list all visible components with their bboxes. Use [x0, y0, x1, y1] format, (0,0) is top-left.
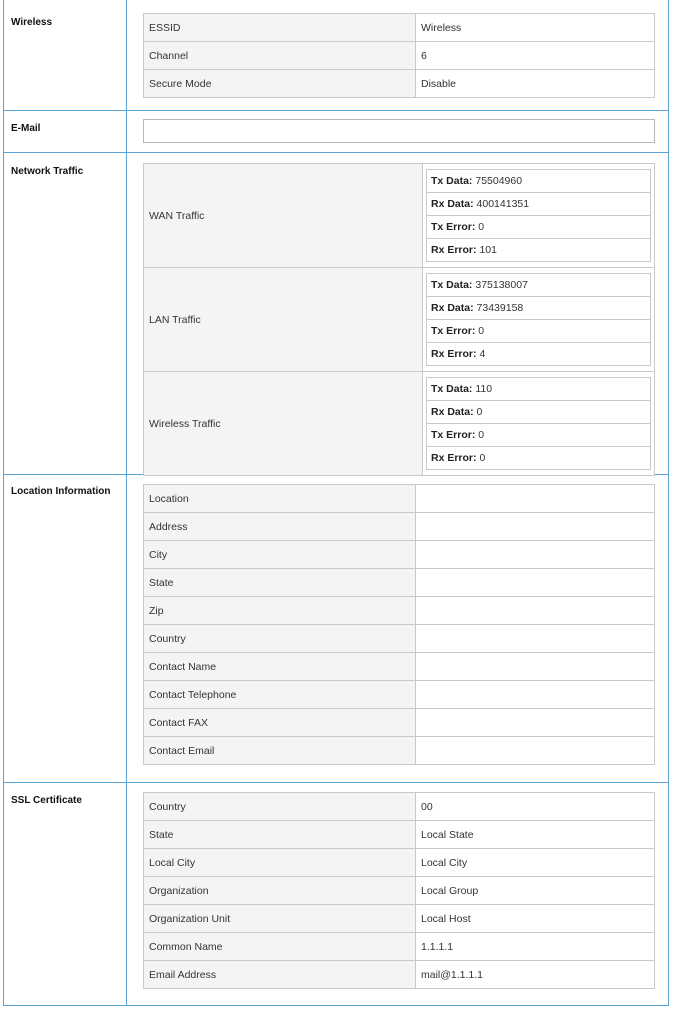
row-key: Organization Unit [144, 905, 416, 933]
traffic-group-values [423, 372, 655, 476]
traffic-group-values [423, 268, 655, 372]
section-divider [3, 110, 669, 111]
tx-data-label: Tx Data: [431, 175, 473, 187]
row-value [416, 569, 655, 597]
rx-data-label: Rx Data: [431, 302, 474, 314]
row-value [416, 737, 655, 765]
tx-error-label: Tx Error: [431, 325, 476, 337]
rx-data-value: 0 [476, 406, 483, 418]
table-row [144, 569, 655, 597]
table-row [144, 513, 655, 541]
rx-error-label: Rx Error: [431, 452, 477, 464]
rx-error-value: 101 [479, 244, 497, 256]
tx-data-label: Tx Data: [431, 383, 473, 395]
table-row [144, 268, 655, 372]
rx-data-value: 73439158 [476, 302, 524, 314]
row-value [416, 485, 655, 513]
table-row [144, 933, 655, 961]
traffic-group-label: LAN Traffic [144, 268, 423, 372]
row-value [416, 541, 655, 569]
rx-data-value: 400141351 [476, 198, 530, 210]
row-value [416, 513, 655, 541]
table-row [144, 653, 655, 681]
row-key: Country [144, 625, 416, 653]
table-row [144, 70, 655, 98]
network-traffic-table [143, 163, 655, 476]
row-key: Contact Name [144, 653, 416, 681]
tx-error-value: 0 [478, 221, 485, 233]
wireless-table [143, 13, 655, 98]
section-label-network-traffic: Network Traffic [11, 166, 84, 177]
row-key: Organization [144, 877, 416, 905]
traffic-group-values [423, 164, 655, 268]
section-divider [3, 152, 669, 153]
row-value: Local Host [416, 905, 655, 933]
table-row [144, 42, 655, 70]
section-label-location: Location Information [11, 486, 111, 497]
row-key: Email Address [144, 961, 416, 989]
email-field[interactable] [143, 119, 655, 143]
section-label-wireless: Wireless [11, 17, 53, 28]
row-value [416, 653, 655, 681]
table-row [144, 14, 655, 42]
rx-error-label: Rx Error: [431, 348, 477, 360]
row-value: Local Group [416, 877, 655, 905]
row-value: Disable [416, 70, 655, 98]
traffic-group-label: Wireless Traffic [144, 372, 423, 476]
row-value: Wireless [416, 14, 655, 42]
section-divider [3, 1005, 669, 1006]
table-row [144, 164, 655, 268]
tx-error-value: 0 [478, 325, 485, 337]
row-value [416, 597, 655, 625]
row-key: Contact FAX [144, 709, 416, 737]
tx-error-label: Tx Error: [431, 429, 476, 441]
row-key: Country [144, 793, 416, 821]
row-value [416, 625, 655, 653]
row-key: Secure Mode [144, 70, 416, 98]
section-divider [3, 782, 669, 783]
row-key: Zip [144, 597, 416, 625]
row-key: State [144, 569, 416, 597]
tx-error-label: Tx Error: [431, 221, 476, 233]
table-row [144, 681, 655, 709]
row-key: Contact Telephone [144, 681, 416, 709]
section-label-ssl: SSL Certificate [11, 795, 82, 806]
table-row [144, 597, 655, 625]
table-row [144, 541, 655, 569]
row-key: Contact Email [144, 737, 416, 765]
row-key: Address [144, 513, 416, 541]
ssl-table [143, 792, 655, 989]
table-row [144, 961, 655, 989]
table-row [144, 849, 655, 877]
row-value [416, 709, 655, 737]
row-key: Common Name [144, 933, 416, 961]
row-key: Local City [144, 849, 416, 877]
row-value: 6 [416, 42, 655, 70]
row-value: mail@1.1.1.1 [416, 961, 655, 989]
row-value: 1.1.1.1 [416, 933, 655, 961]
table-row [144, 709, 655, 737]
row-value: Local State [416, 821, 655, 849]
location-table [143, 484, 655, 765]
table-row [144, 372, 655, 476]
row-key: City [144, 541, 416, 569]
tx-data-value: 110 [475, 383, 493, 395]
rx-error-value: 0 [479, 452, 486, 464]
section-label-email: E-Mail [11, 123, 41, 134]
table-row [144, 737, 655, 765]
row-key: Channel [144, 42, 416, 70]
traffic-group-label: WAN Traffic [144, 164, 423, 268]
rx-data-label: Rx Data: [431, 406, 474, 418]
rx-data-label: Rx Data: [431, 198, 474, 210]
table-row [144, 877, 655, 905]
row-key: State [144, 821, 416, 849]
table-row [144, 625, 655, 653]
table-row [144, 793, 655, 821]
table-row [144, 485, 655, 513]
row-value: Local City [416, 849, 655, 877]
rx-error-label: Rx Error: [431, 244, 477, 256]
row-key: ESSID [144, 14, 416, 42]
table-row [144, 821, 655, 849]
row-value [416, 681, 655, 709]
tx-data-value: 75504960 [475, 175, 523, 187]
tx-data-value: 375138007 [475, 279, 528, 291]
tx-error-value: 0 [478, 429, 485, 441]
table-row [144, 905, 655, 933]
tx-data-label: Tx Data: [431, 279, 473, 291]
rx-error-value: 4 [479, 348, 486, 360]
row-key: Location [144, 485, 416, 513]
column-divider [126, 0, 127, 1006]
row-value: 00 [416, 793, 655, 821]
